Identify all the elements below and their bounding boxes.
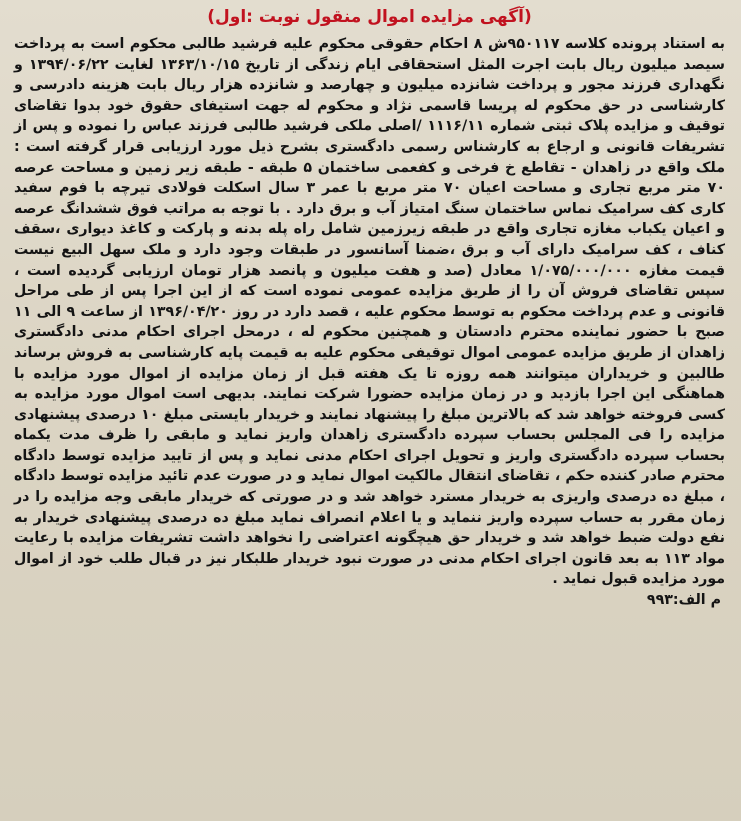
notice-body: به استناد پرونده کلاسه ۹۵۰۱۱۷ش ۸ احکام حقوقی محکوم علیه فرشید طالبی محکوم است به پرداخت سیصد میلیون ریال بابت اجرت المثل استحقاقی ایام زندگی از تاریخ ۱۳۶۳/۱۰/۱۵ لغایت ۱۳۹۴/۰۶/۲۲ و نگهداری فرزند مجور و پرداخت شانزده میلیون و چهارصد و شانزده هزار ریال بابت هزینه دادرسی و کارشناسی در حق محکوم له پریسا قاسمی نژاد و محکوم له جهت استیفای حقوق خود بدوا تقاضای توقیف و مزایده پلاک ثبتی شماره ۱۱۱۶/۱۱ /اصلی ملکی فرشید طالبی فرزند عباس را نموده و پس از تشریفات قانونی و ارجاع به کارشناس رسمی دادگستری بشرح ذیل مورد ارزیابی قرار گرفته است : ملک واقع در زاهدان - تقاطع خ فرخی و کفعمی ساختمان ۵ طبقه - طبقه زیر زمین و مساحت عرصه ۷۰ متر مربع تجاری و مساحت اعیان ۷۰ متر مربع با عمر ۳ سال اسکلت فولادی تیرچه با فوم سفید کاری کف سرامیک نماس ساختمان سنگ امتیاز آب و برق دارد . با توجه به مراتب فوق ششدانگ عرصه و اعیان یکباب مغازه تجاری واقع در طبقه زیرزمین شامل راه پله بدنه و پارکت و کاغذ دیواری ،سقف کناف ، کف سرامیک دارای آب و برق ،ضمنا آسانسور در طبقات وجود دارد و ملک سهل البیع نیست قیمت مغازه ۱/۰۷۵/۰۰۰/۰۰۰ معادل (صد و هفت میلیون و پانصد هزار تومان ارزیابی گردیده است ، سپس تقاضای فروش آن را از طریق مزایده عمومی نموده است که از این اجرا پس از طی مراحل قانونی و عدم پرداخت محکوم به توسط محکوم علیه ، قصد دارد در روز ۱۳۹۶/۰۴/۲۰ از ساعت ۹ الی ۱۱ صبح با حضور نماینده محترم دادستان و همچنین محکوم له ، درمحل اجرای احکام مدنی دادگستری زاهدان از طریق مزایده عمومی اموال توقیفی محکوم علیه به قیمت پایه کارشناسی به فروش برساند طالبین و خریداران میتوانند همه روزه تا یک هفته قبل از زمان مزایده از اموال مورد مزایده با هماهنگی این اجرا بازدید و در زمان مزایده حضورا شرکت نمایند. بدیهی است اموال مورد مزایده به کسی فروخته خواهد شد که بالاترین مبلغ را پیشنهاد نمایند و خریدار بایستی مبلغ ۱۰ درصدی پیشنهادی مزایده را فی المجلس بحساب سپرده دادگستری زاهدان واریز نماید و مابقی را ظرف مدت یکماه بحساب سپرده دادگستری واریز و تحویل اجرای احکام مدنی نماید و پس از تایید مزایده توسط دادگاه محترم صادر کننده حکم ، تقاضای انتقال مالکیت اموال نماید و در صورت عدم تائید مزایده توسط دادگاه ، مبلغ ده درصدی واریزی به خریدار مسترد خواهد شد و در صورتی که خریدار مابقی وجه مزایده را در زمان مقرر به حساب سپرده واریز ننماید و یا اعلام انصراف نماید مبلغ ده درصدی پیشنهادی خریدار به نفع دولت ضبط خواهد شد و خریدار حق هیچگونه اعتراضی را نخواهد داشت تشریفات مزایده با رعایت مواد ۱۱۳ به بعد قانون اجرای احکام مدنی در صورت نبود خریدار طلبکار نیز در قبال طلب خود از اموال مورد مزایده قبول نماید . xyxy=(14,36,726,588)
notice-reference: م الف:۹۹۳ xyxy=(646,592,721,609)
notice-title: (آگهی مزایده اموال منقول نوبت :اول) xyxy=(207,7,532,27)
